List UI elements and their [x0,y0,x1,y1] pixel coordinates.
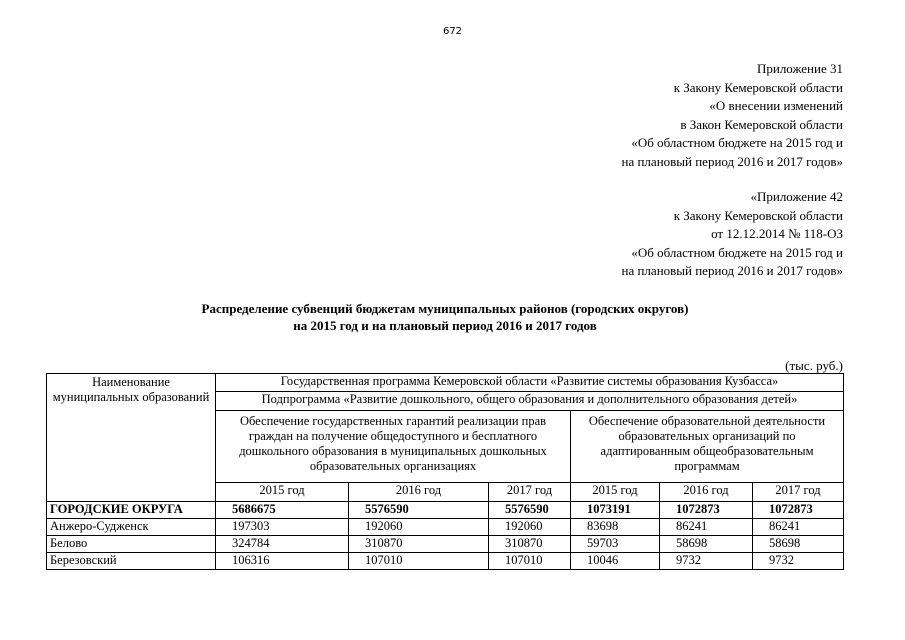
row-value: 9732 [660,553,753,570]
subsidies-table [46,373,844,570]
units-label: (тыс. руб.) [785,358,843,373]
appendix-line: на плановый период 2016 и 2017 годов» [621,263,843,279]
appendix-line: «Об областном бюджете на 2015 год и [631,244,843,260]
table-row-total [47,502,844,519]
header-year: 2016 год [349,483,489,502]
row-value: 107010 [349,553,489,570]
row-value: 59703 [571,536,660,553]
appendix-line: от 12.12.2014 № 118-ОЗ [711,226,843,242]
page-number: 672 [442,26,463,37]
row-value: 107010 [489,553,571,570]
row-value: 86241 [753,519,844,536]
header-subprogram: Подпрограмма «Развитие дошкольного, общего образования и дополнительного образования детей» [216,392,844,411]
row-value: 86241 [660,519,753,536]
appendix-line: к Закону Кемеровской области [673,79,843,95]
row-value: 310870 [349,536,489,553]
row-value: 5576590 [489,502,571,519]
header-group-preschool: Обеспечение государственных гарантий реализации прав граждан на получение общедоступного и бесплатного дошкольного образования в муниципальных дошкольных образовательных организациях [216,411,571,483]
row-name: ГОРОДСКИЕ ОКРУГА [47,502,216,519]
table-row [47,536,844,553]
appendix-line: «Об областном бюджете на 2015 год и [631,135,843,151]
header-year: 2015 год [571,483,660,502]
row-value: 9732 [753,553,844,570]
header-program: Государственная программа Кемеровской области «Развитие системы образования Кузбасса» [216,374,844,392]
header-group-adapted: Обеспечение образовательной деятельности образовательных организаций по адаптированным общеобразовательным программам [571,411,844,483]
appendix-line: к Закону Кемеровской области [673,207,843,223]
row-name: Березовский [47,553,216,570]
row-value: 58698 [660,536,753,553]
row-name: Белово [47,536,216,553]
header-municipality: Наименование муниципальных образований [47,374,216,502]
header-year: 2017 год [753,483,844,502]
row-value: 192060 [489,519,571,536]
appendix-line: в Закон Кемеровской области [680,116,843,132]
appendix-line: Приложение 31 [756,61,843,76]
row-value: 106316 [216,553,349,570]
header-year: 2015 год [216,483,349,502]
row-value: 197303 [216,519,349,536]
row-value: 310870 [489,536,571,553]
row-value: 58698 [753,536,844,553]
row-value: 192060 [349,519,489,536]
title-line-1: Распределение субвенций бюджетам муниципальных районов (городских округов) [201,301,689,316]
table-row [47,519,844,536]
document-title [0,300,890,334]
header-year: 2017 год [489,483,571,502]
appendix-line: «О внесении изменений [709,98,843,114]
row-name: Анжеро-Судженск [47,519,216,536]
table-row [47,553,844,570]
row-value: 324784 [216,536,349,553]
appendix-original-heading [622,188,844,281]
row-value: 1072873 [660,502,753,519]
header-year: 2016 год [660,483,753,502]
row-value: 5576590 [349,502,489,519]
title-line-2: на 2015 год и на плановый период 2016 и 2017 годов [293,318,597,333]
appendix-line: на плановый период 2016 и 2017 годов» [621,153,843,169]
appendix-line: «Приложение 42 [750,189,843,204]
row-value: 83698 [571,519,660,536]
row-value: 5686675 [216,502,349,519]
row-value: 1073191 [571,502,660,519]
row-value: 1072873 [753,502,844,519]
row-value: 10046 [571,553,660,570]
appendix-current-heading [622,60,844,172]
